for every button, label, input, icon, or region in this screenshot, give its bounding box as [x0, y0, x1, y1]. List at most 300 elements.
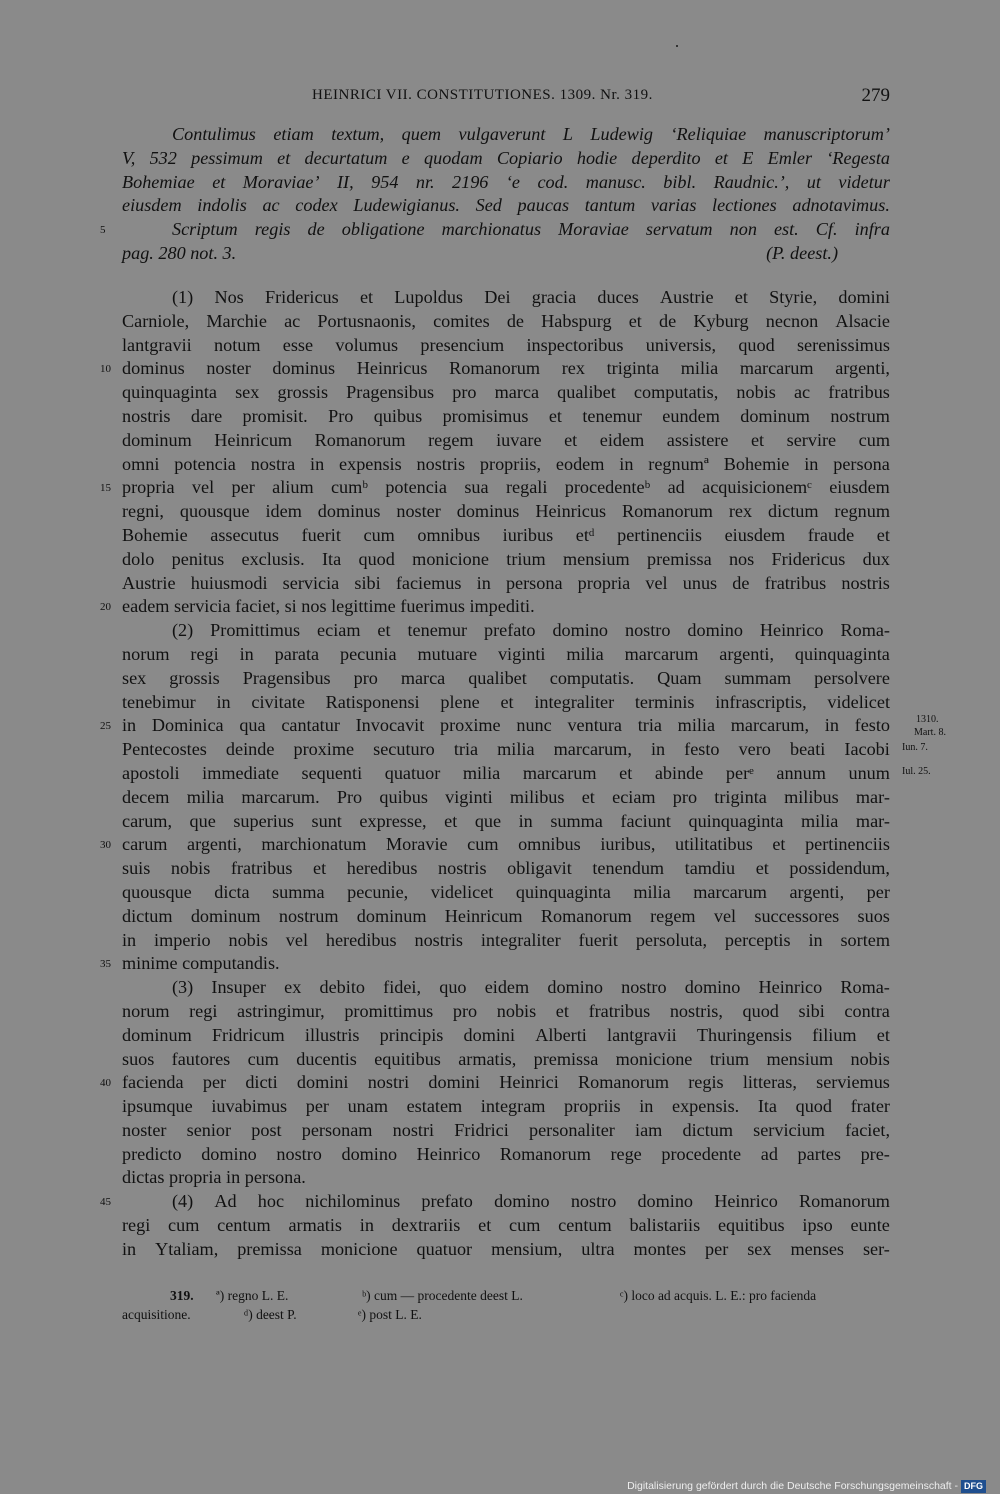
body-line — [122, 857, 890, 881]
body-line — [122, 1143, 890, 1167]
word: armatis — [288, 1215, 342, 1236]
line-text — [122, 1071, 890, 1095]
word: volumus — [335, 334, 399, 355]
word: Bohemiae — [122, 171, 195, 192]
word: Heinrico — [714, 1191, 778, 1212]
word: mensium, — [491, 1238, 563, 1259]
word: dextrariis — [391, 1215, 461, 1236]
word: (1) — [172, 287, 194, 307]
word: potencia — [385, 477, 447, 498]
line-text — [172, 218, 890, 242]
word: II, — [337, 171, 354, 192]
word: persona — [505, 572, 563, 593]
word: Carniole, — [122, 310, 190, 331]
word: Scriptum — [172, 219, 238, 240]
line-text — [122, 691, 890, 715]
word: ‘e — [505, 171, 520, 192]
word: ultra — [581, 1238, 615, 1259]
word: milibus — [784, 786, 839, 807]
body-line — [100, 952, 890, 976]
word: milibus — [509, 786, 565, 807]
word: universis, — [645, 334, 717, 355]
word: regnum — [834, 501, 890, 522]
word: promisimus — [442, 405, 529, 426]
word: summam — [724, 667, 792, 688]
word: premissa — [237, 1238, 302, 1259]
word: marcarum — [624, 643, 699, 664]
body-line — [100, 595, 890, 619]
line-text — [122, 881, 890, 905]
word: triginta — [606, 358, 660, 379]
word: suos — [857, 905, 890, 926]
margin-date: Iul. 25. — [902, 766, 931, 777]
word: propria — [577, 572, 631, 593]
word: domini — [838, 287, 890, 307]
word: Ad — [214, 1191, 237, 1212]
word: et — [628, 310, 642, 331]
word: de — [732, 572, 750, 593]
word: noster — [122, 1119, 167, 1140]
word: Pro — [336, 786, 363, 807]
word: pro — [672, 786, 698, 807]
word: ipsumque — [122, 1096, 193, 1117]
word: quibus — [379, 786, 428, 807]
word: Austrie — [660, 287, 714, 307]
word: tenemur — [582, 405, 642, 426]
body-line — [122, 691, 890, 715]
body-line — [100, 1071, 890, 1095]
word: non — [729, 219, 757, 240]
word: dux — [862, 548, 890, 569]
word: pertinenciis — [617, 524, 702, 545]
word: dominum — [740, 405, 810, 426]
word: fuerit — [301, 524, 341, 545]
word: in — [122, 1238, 137, 1259]
word: rex — [561, 358, 585, 379]
word: Heinrici — [499, 1072, 559, 1093]
word: unam — [347, 1096, 388, 1117]
body-line — [100, 357, 890, 381]
word: Iacobi — [844, 739, 890, 760]
word: proxime — [293, 739, 355, 760]
word: nostro — [624, 620, 671, 641]
word: Ytaliam, — [155, 1238, 219, 1259]
word: quem — [401, 124, 442, 144]
footnote-c: ᶜ) loco ad acquis. L. E.: pro facienda — [620, 1288, 817, 1303]
word: dominus — [122, 358, 185, 379]
word: viginti — [445, 786, 493, 807]
word: personaliter — [528, 1119, 615, 1140]
intro-line — [122, 123, 890, 147]
word: filium — [812, 1024, 857, 1045]
line-number: 5 — [100, 224, 106, 237]
line-text — [122, 500, 890, 524]
word: Dominica — [151, 715, 224, 736]
word: utilitatibus — [674, 834, 753, 855]
word: suis — [122, 858, 151, 879]
word: lectiones — [712, 195, 777, 216]
word: promisit. — [242, 405, 308, 426]
word: principis — [379, 1024, 444, 1045]
word: triginta — [714, 786, 767, 807]
word: partes — [797, 1143, 841, 1164]
word: nichilominus — [305, 1191, 401, 1212]
word: computatis, — [633, 382, 719, 403]
line-text — [122, 929, 890, 953]
word: (3) — [172, 977, 194, 998]
word: domini — [296, 1072, 349, 1093]
word: Heinricum — [214, 429, 293, 450]
word: nostro — [570, 1191, 617, 1212]
word: Ita — [321, 548, 342, 569]
word: in — [824, 715, 839, 736]
word: acquisicionemᶜ — [702, 477, 812, 498]
word: idem — [265, 501, 302, 522]
word: dominum — [122, 429, 192, 450]
body-line — [122, 453, 890, 477]
line-text — [122, 405, 890, 429]
word: regem — [650, 905, 696, 926]
word: predicto — [122, 1143, 182, 1164]
body-line — [122, 619, 890, 643]
word: milia — [633, 881, 671, 902]
word: marcarum — [522, 762, 597, 783]
word: unum — [848, 762, 890, 783]
word: penitus — [171, 548, 225, 569]
word: annum — [776, 762, 826, 783]
line-text — [122, 453, 890, 477]
word: tamdiu — [684, 858, 736, 879]
word: argenti, — [789, 881, 845, 902]
word: expensis — [339, 453, 402, 474]
word: cum — [467, 834, 499, 855]
word: norum — [122, 643, 170, 664]
word: assistere — [666, 429, 729, 450]
word: infrascriptis, — [715, 691, 807, 712]
word: et — [313, 858, 327, 879]
word: Roma- — [840, 620, 890, 641]
word: deperdito — [631, 147, 701, 168]
word: tenendum — [592, 858, 665, 879]
word: facienda — [122, 1072, 184, 1093]
word: abinde — [654, 762, 704, 783]
line-text: eadem servicia faciet, si nos legittime fuerimus impediti. — [122, 596, 535, 617]
body-line — [100, 1190, 890, 1214]
word: Heinricus — [356, 358, 428, 379]
word: Raudnic.’, — [713, 171, 790, 192]
word: omni — [122, 453, 160, 474]
word: domino — [201, 1143, 257, 1164]
word: domino — [637, 1191, 694, 1212]
word: regali — [505, 477, 548, 498]
line-text — [122, 381, 890, 405]
line-text — [122, 147, 890, 171]
word: sequenti — [301, 762, 363, 783]
word: presencium — [420, 334, 505, 355]
word: et — [444, 810, 458, 831]
word: regi — [190, 643, 219, 664]
body-line — [122, 1048, 890, 1072]
word: de — [307, 219, 325, 240]
line-text — [172, 976, 890, 1000]
word: eundem — [662, 405, 720, 426]
line-text — [122, 194, 890, 218]
word: viginti — [497, 643, 546, 664]
intro-line — [122, 147, 890, 171]
word: cum — [168, 1215, 200, 1236]
word: cum — [858, 429, 890, 450]
word: Ratisponensi — [325, 691, 420, 712]
line-text — [122, 1214, 890, 1238]
word: nostro — [276, 1143, 322, 1164]
word: fratribus — [764, 572, 827, 593]
word: huiusmodi — [190, 572, 268, 593]
word: et — [581, 786, 595, 807]
word: regis — [688, 1072, 724, 1093]
word: inspectoribus — [526, 334, 624, 355]
line-text — [122, 714, 890, 738]
word: dictum — [122, 905, 173, 926]
word: perᵉ — [725, 762, 754, 783]
footnote-line-2 — [122, 1305, 890, 1324]
word: qualibet — [468, 667, 527, 688]
word: et — [548, 405, 562, 426]
body-line — [122, 1000, 890, 1024]
word: propria — [122, 477, 175, 498]
word: Pentecostes — [122, 739, 207, 760]
word: Portusnaonis, — [317, 310, 416, 331]
word: mensium — [766, 1048, 834, 1069]
word: dominum — [122, 1024, 192, 1045]
word: decurtatum — [304, 147, 388, 168]
word: pro — [452, 1000, 478, 1021]
word: marca — [494, 382, 540, 403]
word: dolo — [122, 548, 155, 569]
word: equitibus — [374, 1048, 441, 1069]
body-line — [100, 833, 890, 857]
word: terminis — [634, 691, 695, 712]
line-text — [172, 619, 890, 643]
word: deinde — [225, 739, 275, 760]
word: fratribus — [828, 382, 890, 403]
body-line — [122, 738, 890, 762]
word: quibus — [373, 405, 423, 426]
word: infra — [854, 219, 890, 240]
body-line — [122, 667, 890, 691]
line-text — [122, 786, 890, 810]
word: quodam — [424, 147, 483, 168]
word: marcarum — [693, 881, 767, 902]
word: omnibus — [518, 834, 581, 855]
footnotes — [122, 1286, 890, 1324]
word: serenissimus — [796, 334, 890, 355]
word: Romanorum — [449, 358, 541, 379]
word: premissa — [533, 1048, 599, 1069]
line-text — [122, 1095, 890, 1119]
word: dominum — [356, 905, 427, 926]
word: Bohemie — [122, 524, 188, 545]
word: noster — [396, 501, 441, 522]
line-number: 20 — [100, 601, 111, 614]
body-line — [122, 929, 890, 953]
body-line — [122, 881, 890, 905]
body-line — [122, 548, 890, 572]
word: Fridrici — [454, 1119, 509, 1140]
word: prefato — [421, 1191, 473, 1212]
word: faciemus — [395, 572, 462, 593]
credit-text: Digitalisierung gefördert durch die Deutsche Forschungsgemeinschaft - — [627, 1480, 958, 1492]
line-text: dictas propria in persona. — [122, 1167, 306, 1188]
line-text — [122, 548, 890, 572]
word: possidendum, — [789, 858, 890, 879]
word: domino — [552, 620, 609, 641]
word: festo — [684, 739, 720, 760]
word: tria — [453, 739, 479, 760]
word: V, — [122, 147, 136, 168]
word: lantgravii — [122, 334, 192, 355]
word: heredibus — [346, 858, 418, 879]
word: Insuper — [211, 977, 266, 998]
word: cantatur — [281, 715, 340, 736]
word: lantgravii — [607, 1024, 677, 1045]
word: et — [734, 287, 748, 307]
body-line — [122, 1166, 890, 1190]
word: ventura — [567, 715, 622, 736]
word: Heinricum — [444, 905, 523, 926]
line-number: 40 — [100, 1077, 111, 1090]
line-text — [122, 429, 890, 453]
word: fraude — [807, 524, 855, 545]
word: Nos — [214, 287, 244, 307]
word: omnibus — [417, 524, 481, 545]
word: faciunt — [620, 810, 671, 831]
word: ad — [667, 477, 685, 498]
word: ac — [793, 382, 811, 403]
word: premissa — [646, 548, 712, 569]
word: manusc. — [585, 171, 646, 192]
body-line — [122, 1024, 890, 1048]
word: iuribus, — [600, 834, 656, 855]
word: Dei — [484, 287, 511, 307]
word: nostrum — [278, 905, 339, 926]
word: sex — [747, 1238, 772, 1259]
source-siglum: (P. deest.) — [766, 242, 838, 263]
word: debito — [319, 977, 365, 998]
line-text — [122, 572, 890, 596]
word: suos — [122, 1048, 155, 1069]
footnote-line-1 — [122, 1286, 890, 1305]
word: montes — [633, 1238, 687, 1259]
word: argenti, — [719, 643, 774, 664]
body-line — [122, 762, 890, 786]
line-number: 35 — [100, 958, 111, 971]
word: parata — [274, 643, 320, 664]
word: comites — [433, 310, 490, 331]
word: Roma- — [840, 977, 890, 998]
word: dictum — [767, 501, 819, 522]
word: dominum — [190, 905, 261, 926]
word: pro — [353, 667, 378, 688]
word: menses — [790, 1238, 844, 1259]
word: per — [305, 1096, 329, 1117]
word: exclusis. — [241, 548, 305, 569]
word: integram — [480, 1096, 546, 1117]
word: integraliter — [534, 691, 615, 712]
word: sua — [464, 477, 489, 498]
line-text — [122, 476, 890, 500]
footnote-d: ᵈ) deest P. — [244, 1307, 297, 1322]
word: in — [359, 1215, 374, 1236]
word: ut — [806, 171, 821, 192]
word: superius — [233, 810, 294, 831]
word: domini — [463, 1024, 516, 1045]
word: norum — [122, 1000, 170, 1021]
word: Cf. — [815, 219, 838, 240]
word: personam — [301, 1119, 373, 1140]
word: Alsacie — [835, 310, 890, 331]
word: nr. — [415, 171, 435, 192]
word: textum, — [331, 124, 385, 144]
word: quinquaginta — [688, 810, 784, 831]
word: Romanorum — [799, 1191, 890, 1212]
word: Romanorum — [499, 1143, 591, 1164]
word: per — [231, 477, 255, 498]
word: ex — [284, 977, 302, 998]
word: in — [310, 453, 325, 474]
word: promittimus — [344, 1000, 434, 1021]
word: estatem — [406, 1096, 463, 1117]
word: Promittimus — [210, 620, 301, 641]
intro-line — [122, 171, 890, 195]
word: mar- — [855, 810, 890, 831]
word: perceptis — [724, 929, 791, 950]
word: iuvare — [496, 429, 542, 450]
word: serviemus — [816, 1072, 890, 1093]
word: Romanorum — [540, 905, 632, 926]
word: Styrie, — [769, 287, 818, 307]
word: tenebimur — [122, 691, 196, 712]
word: procedente — [661, 1143, 742, 1164]
word: eodem — [555, 453, 605, 474]
word: heredibus — [325, 929, 397, 950]
margin-date: 1310. — [916, 714, 939, 726]
word: gracia — [531, 287, 577, 307]
word: per — [202, 1072, 227, 1093]
word: Pragensibus — [346, 382, 435, 403]
word: hoc — [257, 1191, 285, 1212]
word: codex — [295, 195, 338, 216]
body-line — [122, 429, 890, 453]
word: persona — [833, 453, 890, 474]
word: de — [506, 310, 524, 331]
word: tria — [637, 715, 662, 736]
word: et — [876, 1024, 890, 1045]
word: et — [619, 762, 633, 783]
body-line — [122, 310, 890, 334]
footnote-c-continued: acquisitione. — [122, 1307, 191, 1322]
word: quod — [358, 548, 395, 569]
word: quinquaginta — [515, 881, 611, 902]
word: quatuor — [384, 762, 441, 783]
word: etᵈ — [575, 524, 595, 545]
word: quousque — [179, 501, 250, 522]
line-text — [122, 667, 890, 691]
word: et — [500, 691, 514, 712]
word: Heinrico — [759, 620, 824, 641]
body-line — [122, 905, 890, 929]
word: milia — [566, 643, 604, 664]
word: Quam — [657, 667, 702, 688]
